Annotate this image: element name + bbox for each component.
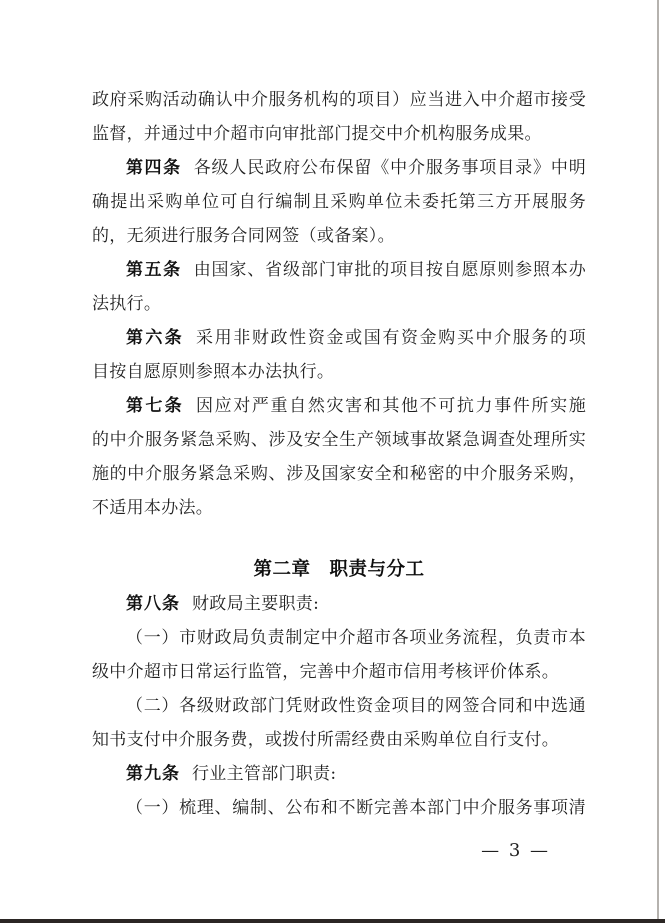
body-line (92, 117, 586, 151)
line-text: 由国家、省级部门审批的项目按自愿原则参照本办 (193, 260, 587, 280)
body-line (92, 321, 586, 355)
line-text: 目按自愿原则参照本办法执行。 (92, 362, 335, 382)
line-text: 政府采购活动确认中介服务机构的项目）应当进入中介超市接受 (92, 90, 586, 110)
body-line (92, 83, 586, 117)
line-text: 知书支付中介服务费，或拨付所需经费由采购单位自行支付。 (92, 730, 560, 750)
line-text: 级中介超市日常运行监管，完善中介超市信用考核评价体系。 (92, 662, 560, 682)
line-text: 法执行。 (92, 294, 162, 314)
article-number: 第八条 (126, 594, 180, 614)
body-line (92, 457, 586, 491)
body-line (92, 355, 586, 389)
line-text: 采用非财政性资金或国有资金购买中介服务的项 (196, 328, 586, 348)
article-number: 第七条 (126, 396, 185, 416)
body-line (92, 757, 586, 791)
body-line (92, 723, 586, 757)
line-text: 监督，并通过中介超市向审批部门提交中介机构服务成果。 (92, 124, 542, 144)
body-line (92, 423, 586, 457)
body-line (92, 253, 586, 287)
line-text: 的中介服务紧急采购、涉及安全生产领域事故紧急调查处理所实 (92, 430, 586, 450)
body-line (92, 689, 586, 723)
line-text: 施的中介服务紧急采购、涉及国家安全和秘密的中介服务采购， (92, 464, 586, 484)
body-line (92, 587, 586, 621)
page-right-edge (657, 0, 659, 923)
article-number: 第九条 (126, 764, 180, 784)
line-text: 的，无须进行服务合同网签（或备案）。 (92, 226, 395, 246)
line-text: 确提出采购单位可自行编制且采购单位未委托第三方开展服务 (92, 192, 586, 212)
line-text: 行业主管部门职责: (192, 764, 337, 784)
line-text: 财政局主要职责: (192, 594, 320, 614)
article-number: 第四条 (126, 158, 182, 178)
line-text: 因应对严重自然灾害和其他不可抗力事件所实施 (196, 396, 586, 416)
line-text: （一）市财政局负责制定中介超市各项业务流程，负责市本 (126, 628, 586, 648)
line-text: （二）各级财政部门凭财政性资金项目的网签合同和中选通 (126, 696, 586, 716)
line-text: （一）梳理、编制、公布和不断完善本部门中介服务事项清 (126, 798, 586, 818)
document-body (92, 83, 586, 825)
article-number: 第五条 (126, 260, 182, 280)
chapter-heading: 第二章 职责与分工 (253, 559, 425, 580)
body-line (92, 491, 586, 525)
line-text: 不适用本办法。 (92, 498, 214, 518)
body-line (92, 219, 586, 253)
body-line (92, 621, 586, 655)
body-line (92, 791, 586, 825)
body-line (92, 151, 586, 185)
page-bottom-edge (0, 919, 665, 923)
body-line (92, 185, 586, 219)
body-line (92, 655, 586, 689)
article-number: 第六条 (126, 328, 185, 348)
page-number: — 3 — (481, 840, 550, 861)
line-text: 各级人民政府公布保留《中介服务事项目录》中明 (193, 158, 587, 178)
body-line (92, 287, 586, 321)
body-line (92, 389, 586, 423)
